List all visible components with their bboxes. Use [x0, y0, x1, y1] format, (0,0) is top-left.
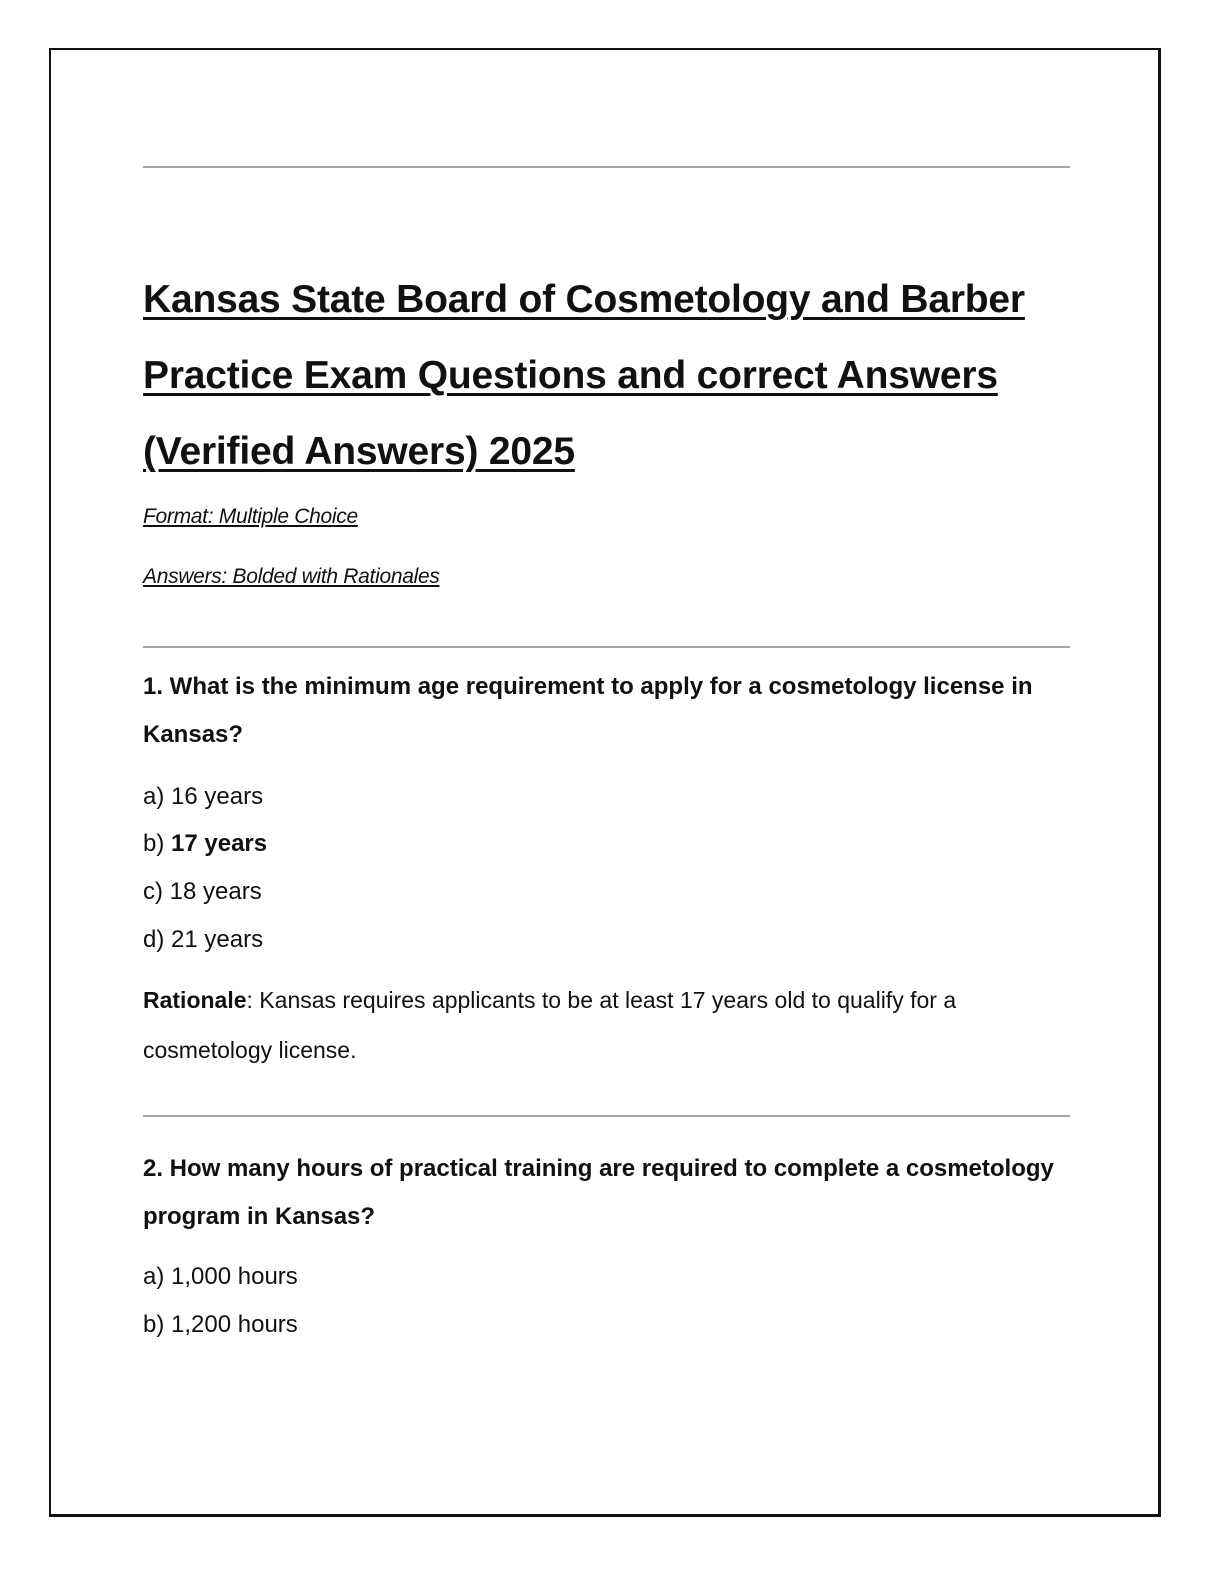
rationale-label: Rationale [143, 987, 247, 1013]
option-text: 18 years [169, 878, 262, 905]
question-1-option-d [143, 925, 263, 955]
question-2-option-a [143, 1262, 298, 1292]
divider [143, 166, 1070, 168]
divider [143, 1115, 1070, 1117]
question-1-option-b [143, 829, 267, 859]
option-text: 1,000 hours [171, 1263, 298, 1290]
divider [143, 646, 1070, 648]
option-text: 21 years [171, 926, 264, 953]
question-1-rationale [143, 975, 1070, 1075]
document-title: Kansas State Board of Cosmetology and Barber Practice Exam Questions and correct Answers (Verified Answers) 2025 [143, 278, 1025, 473]
question-1-option-c [143, 877, 262, 907]
option-text: 1,200 hours [171, 1311, 298, 1338]
question-2-option-b [143, 1310, 298, 1340]
question-2-text: 2. How many hours of practical training are required to complete a cosmetology program in Kansas? [143, 1155, 1054, 1230]
option-letter: c) [143, 878, 163, 905]
format-line: Format: Multiple Choice [143, 505, 358, 528]
option-letter: a) [143, 1263, 165, 1290]
option-letter: a) [143, 783, 165, 810]
answers-line: Answers: Bolded with Rationales [143, 565, 440, 588]
correct-answer-text: 17 years [171, 830, 268, 857]
option-letter: d) [143, 926, 165, 953]
option-letter: b) [143, 1311, 165, 1338]
rationale-text: : Kansas requires applicants to be at least 17 years old to qualify for a cosmetology license. [143, 987, 957, 1063]
option-text: 16 years [171, 783, 264, 810]
option-letter: b) [143, 830, 165, 857]
question-1-text: 1. What is the minimum age requirement to apply for a cosmetology license in Kansas? [143, 673, 1033, 748]
question-1-option-a [143, 782, 263, 812]
